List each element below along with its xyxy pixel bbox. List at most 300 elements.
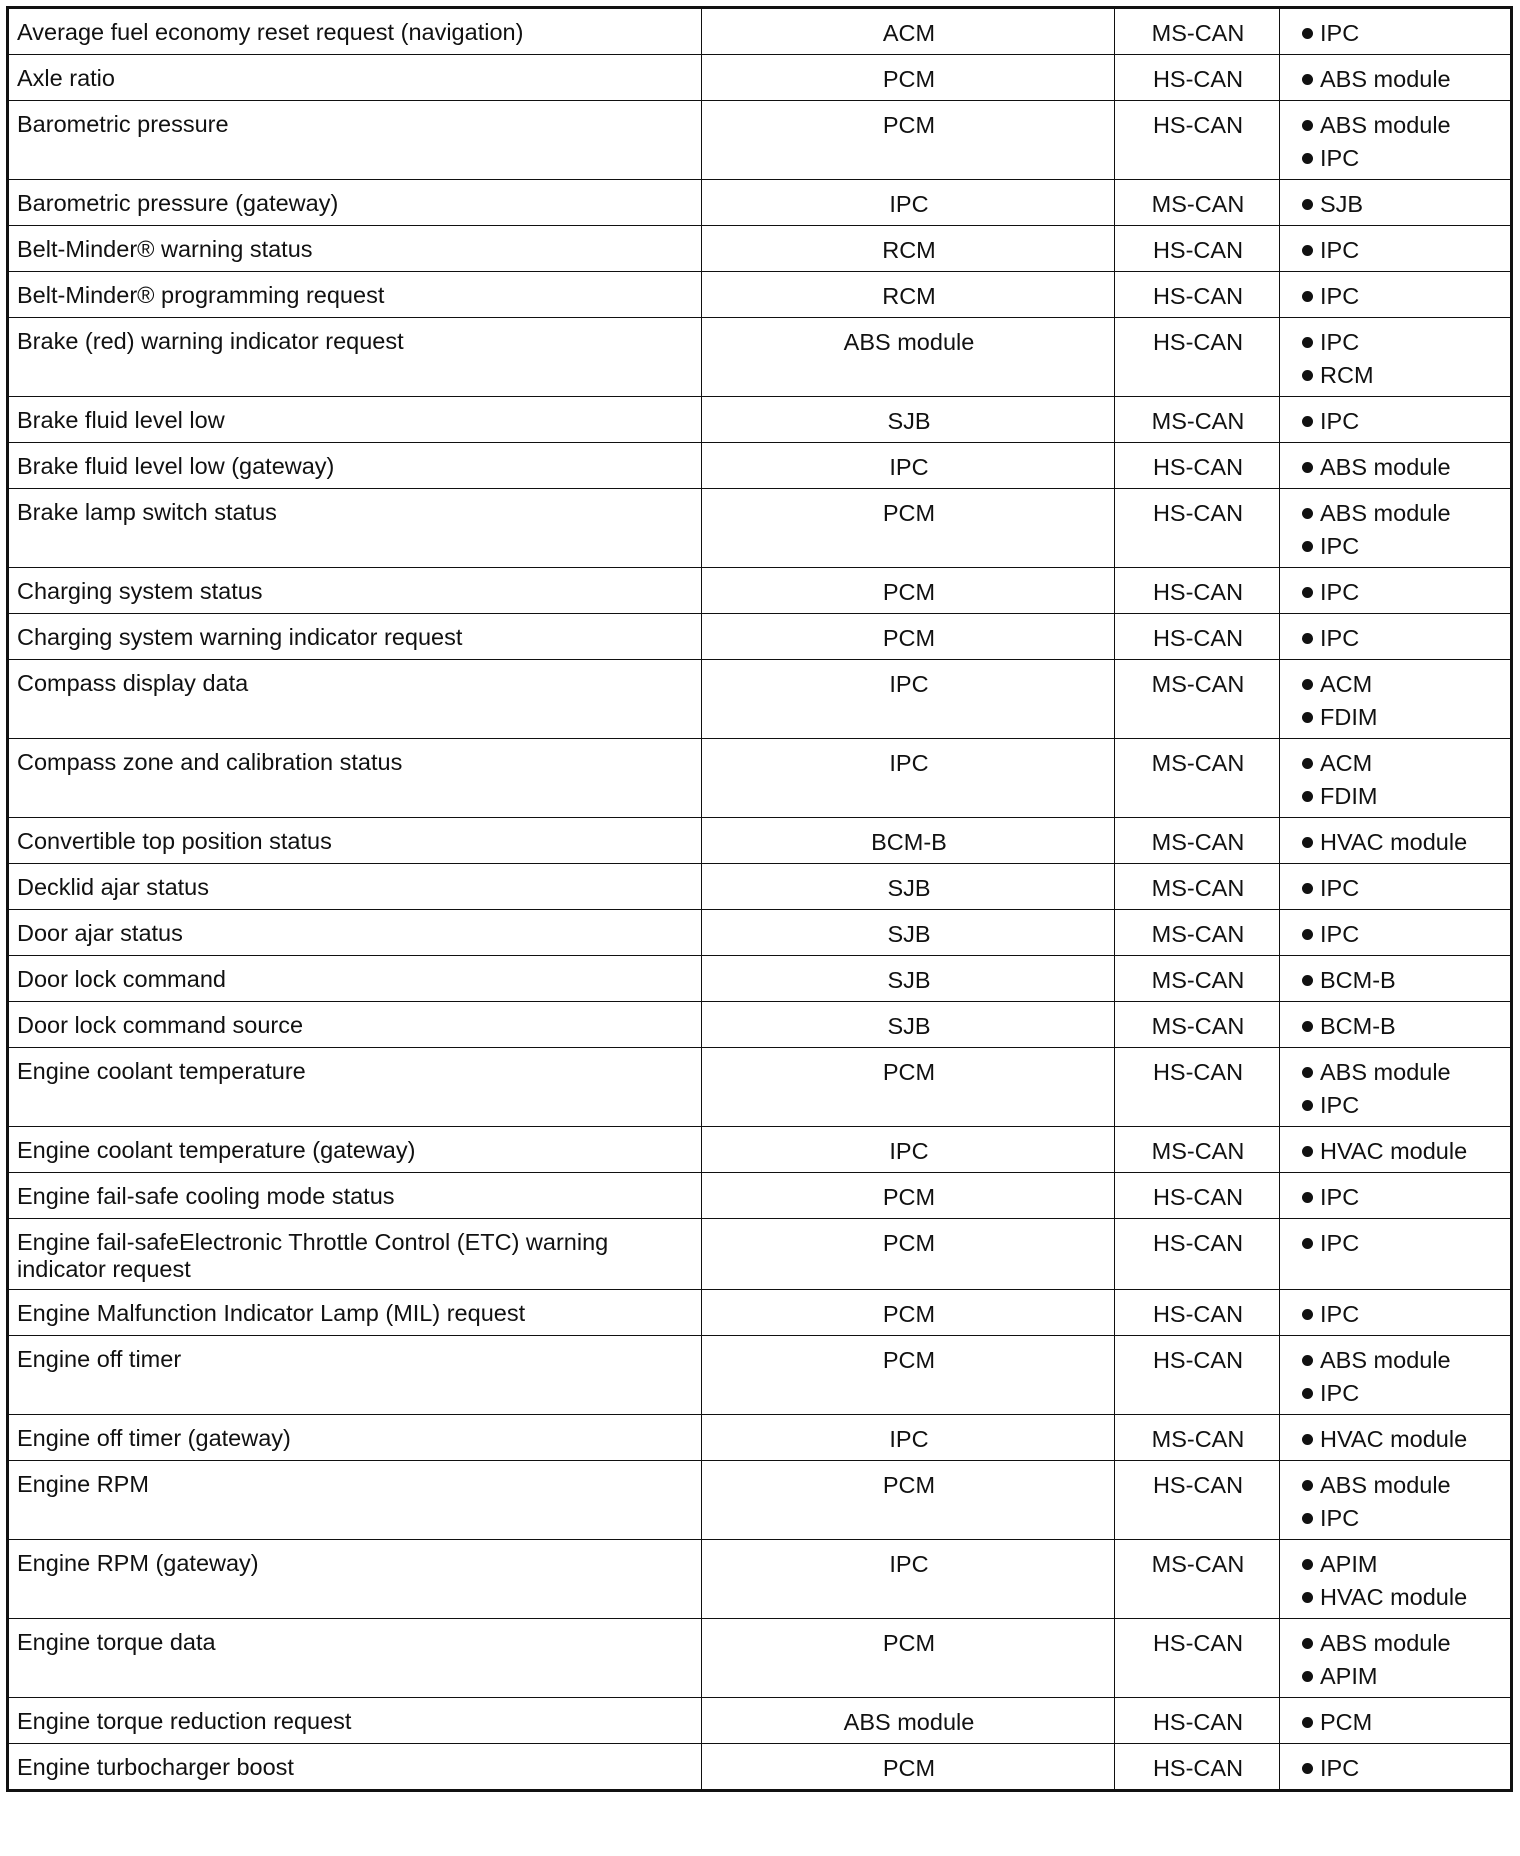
bullet-icon: [1302, 1763, 1313, 1774]
source-module-cell: PCM: [702, 1048, 1115, 1127]
source-module-cell: IPC: [702, 660, 1115, 739]
receiving-modules-cell: [1280, 1698, 1512, 1744]
receiver-label: IPC: [1320, 283, 1360, 309]
network-cell: MS-CAN: [1115, 1127, 1280, 1173]
message-text: Barometric pressure: [17, 111, 229, 137]
list-item: [1288, 1707, 1504, 1737]
message-text: Average fuel economy reset request (navigation): [17, 19, 524, 45]
receiving-modules-list: [1288, 452, 1504, 482]
list-item: [1288, 1470, 1504, 1503]
receiving-modules-list: [1288, 965, 1504, 995]
message-cell: [8, 614, 702, 660]
network-cell: MS-CAN: [1115, 910, 1280, 956]
receiver-label: IPC: [1320, 1380, 1360, 1406]
receiving-modules-cell: [1280, 1048, 1512, 1127]
list-item: [1288, 1228, 1504, 1258]
list-item: [1288, 1090, 1504, 1120]
message-cell: [8, 318, 702, 397]
source-module-cell: PCM: [702, 1619, 1115, 1698]
message-text: Door lock command: [17, 966, 226, 992]
message-cell: [8, 568, 702, 614]
receiving-modules-list: [1288, 873, 1504, 903]
receiver-label: IPC: [1320, 145, 1360, 171]
message-cell: [8, 180, 702, 226]
receiving-modules-list: [1288, 1707, 1504, 1737]
network-cell: HS-CAN: [1115, 568, 1280, 614]
list-item: [1288, 189, 1504, 219]
network-cell: HS-CAN: [1115, 1619, 1280, 1698]
message-text: Engine turbocharger boost: [17, 1754, 294, 1780]
list-item: [1288, 748, 1504, 781]
message-cell: [8, 864, 702, 910]
table-row: [8, 818, 1512, 864]
message-text: Engine RPM (gateway): [17, 1550, 259, 1576]
bullet-icon: [1302, 74, 1313, 85]
bullet-icon: [1302, 1717, 1313, 1728]
list-item: [1288, 1182, 1504, 1212]
receiving-modules-cell: [1280, 272, 1512, 318]
message-text: Engine RPM: [17, 1471, 149, 1497]
list-item: [1288, 406, 1504, 436]
list-item: [1288, 360, 1504, 390]
network-cell: MS-CAN: [1115, 956, 1280, 1002]
table-row: [8, 1415, 1512, 1461]
table-row: [8, 1048, 1512, 1127]
receiving-modules-cell: [1280, 614, 1512, 660]
bullet-icon: [1302, 416, 1313, 427]
message-cell: [8, 1290, 702, 1336]
source-module-cell: SJB: [702, 864, 1115, 910]
source-module-cell: PCM: [702, 1290, 1115, 1336]
network-cell: MS-CAN: [1115, 739, 1280, 818]
bullet-icon: [1302, 929, 1313, 940]
receiver-label: IPC: [1320, 329, 1360, 355]
bullet-icon: [1302, 1192, 1313, 1203]
network-cell: HS-CAN: [1115, 1744, 1280, 1791]
receiving-modules-list: [1288, 623, 1504, 653]
table-row: [8, 1619, 1512, 1698]
network-cell: HS-CAN: [1115, 1290, 1280, 1336]
bullet-icon: [1302, 1480, 1313, 1491]
bullet-icon: [1302, 291, 1313, 302]
message-text: Barometric pressure (gateway): [17, 190, 339, 216]
bullet-icon: [1302, 245, 1313, 256]
receiver-label: SJB: [1320, 191, 1364, 217]
receiver-label: BCM-B: [1320, 1013, 1396, 1039]
network-cell: MS-CAN: [1115, 397, 1280, 443]
bullet-icon: [1302, 1100, 1313, 1111]
source-module-cell: PCM: [702, 101, 1115, 180]
source-module-cell: PCM: [702, 614, 1115, 660]
message-cell: [8, 226, 702, 272]
receiver-label: APIM: [1320, 1551, 1378, 1577]
source-module-cell: SJB: [702, 956, 1115, 1002]
receiver-label: IPC: [1320, 625, 1360, 651]
message-cell: [8, 1698, 702, 1744]
message-text: Engine fail-safe cooling mode status: [17, 1183, 395, 1209]
receiving-modules-list: [1288, 1011, 1504, 1041]
source-module-cell: ABS module: [702, 1698, 1115, 1744]
message-cell: [8, 818, 702, 864]
list-item: [1288, 781, 1504, 811]
receiving-modules-list: [1288, 1549, 1504, 1612]
receiving-modules-cell: [1280, 1336, 1512, 1415]
message-text: Brake (red) warning indicator request: [17, 328, 404, 354]
bullet-icon: [1302, 1592, 1313, 1603]
bullet-icon: [1302, 153, 1313, 164]
source-module-cell: IPC: [702, 443, 1115, 489]
table-row: [8, 614, 1512, 660]
source-module-cell: IPC: [702, 1540, 1115, 1619]
network-cell: HS-CAN: [1115, 318, 1280, 397]
table-row: [8, 956, 1512, 1002]
bullet-icon: [1302, 1146, 1313, 1157]
table-row: [8, 272, 1512, 318]
list-item: [1288, 327, 1504, 360]
list-item: [1288, 1057, 1504, 1090]
message-cell: [8, 1619, 702, 1698]
message-cell: [8, 1461, 702, 1540]
receiver-label: HVAC module: [1320, 1584, 1468, 1610]
receiving-modules-list: [1288, 827, 1504, 857]
receiving-modules-cell: [1280, 1415, 1512, 1461]
list-item: [1288, 1424, 1504, 1454]
list-item: [1288, 1136, 1504, 1166]
network-cell: MS-CAN: [1115, 660, 1280, 739]
source-module-cell: IPC: [702, 1415, 1115, 1461]
bullet-icon: [1302, 837, 1313, 848]
receiver-label: FDIM: [1320, 704, 1378, 730]
receiver-label: ABS module: [1320, 1059, 1451, 1085]
receiver-label: ABS module: [1320, 1347, 1451, 1373]
receiving-modules-cell: [1280, 956, 1512, 1002]
table-row: [8, 1698, 1512, 1744]
source-module-cell: IPC: [702, 180, 1115, 226]
receiver-label: ABS module: [1320, 1630, 1451, 1656]
list-item: [1288, 531, 1504, 561]
network-cell: MS-CAN: [1115, 1415, 1280, 1461]
message-text: Charging system warning indicator request: [17, 624, 463, 650]
message-text: Door ajar status: [17, 920, 183, 946]
receiving-modules-cell: [1280, 1290, 1512, 1336]
message-text: Charging system status: [17, 578, 263, 604]
list-item: [1288, 64, 1504, 94]
list-item: [1288, 919, 1504, 949]
table-row: [8, 180, 1512, 226]
message-text: Compass display data: [17, 670, 249, 696]
receiving-modules-list: [1288, 1182, 1504, 1212]
table-row: [8, 1127, 1512, 1173]
table-row: [8, 1173, 1512, 1219]
receiving-modules-cell: [1280, 1002, 1512, 1048]
list-item: [1288, 623, 1504, 653]
network-cell: HS-CAN: [1115, 272, 1280, 318]
receiver-label: RCM: [1320, 362, 1374, 388]
message-text: Belt-Minder® warning status: [17, 236, 313, 262]
receiving-modules-list: [1288, 1628, 1504, 1691]
receiving-modules-list: [1288, 1753, 1504, 1783]
bullet-icon: [1302, 679, 1313, 690]
table-row: [8, 1290, 1512, 1336]
list-item: [1288, 1299, 1504, 1329]
source-module-cell: PCM: [702, 1336, 1115, 1415]
message-text: Axle ratio: [17, 65, 115, 91]
table-row: [8, 318, 1512, 397]
network-cell: HS-CAN: [1115, 1219, 1280, 1290]
list-item: [1288, 1503, 1504, 1533]
table-row: [8, 1219, 1512, 1290]
message-cell: [8, 1002, 702, 1048]
network-cell: HS-CAN: [1115, 1048, 1280, 1127]
source-module-cell: PCM: [702, 568, 1115, 614]
receiving-modules-list: [1288, 1424, 1504, 1454]
source-module-cell: RCM: [702, 226, 1115, 272]
bullet-icon: [1302, 1638, 1313, 1649]
table-row: [8, 1540, 1512, 1619]
receiving-modules-list: [1288, 748, 1504, 811]
message-cell: [8, 1336, 702, 1415]
receiver-label: IPC: [1320, 1505, 1360, 1531]
list-item: [1288, 1753, 1504, 1783]
receiver-label: ABS module: [1320, 454, 1451, 480]
network-cell: MS-CAN: [1115, 1540, 1280, 1619]
list-item: [1288, 702, 1504, 732]
source-module-cell: PCM: [702, 1173, 1115, 1219]
table-row: [8, 1002, 1512, 1048]
receiver-label: IPC: [1320, 1092, 1360, 1118]
message-text: Brake fluid level low (gateway): [17, 453, 335, 479]
table-row: [8, 568, 1512, 614]
message-cell: [8, 660, 702, 739]
receiving-modules-cell: [1280, 443, 1512, 489]
message-cell: [8, 739, 702, 818]
bullet-icon: [1302, 633, 1313, 644]
network-cell: HS-CAN: [1115, 226, 1280, 272]
table-row: [8, 8, 1512, 55]
receiving-modules-cell: [1280, 8, 1512, 55]
message-cell: [8, 272, 702, 318]
message-text: Brake lamp switch status: [17, 499, 277, 525]
message-cell: [8, 443, 702, 489]
receiver-label: IPC: [1320, 875, 1360, 901]
receiving-modules-cell: [1280, 1744, 1512, 1791]
bullet-icon: [1302, 791, 1313, 802]
bullet-icon: [1302, 758, 1313, 769]
network-cell: MS-CAN: [1115, 864, 1280, 910]
receiving-modules-list: [1288, 498, 1504, 561]
source-module-cell: PCM: [702, 1219, 1115, 1290]
message-text: Engine off timer (gateway): [17, 1425, 291, 1451]
bullet-icon: [1302, 199, 1313, 210]
receiver-label: IPC: [1320, 533, 1360, 559]
bullet-icon: [1302, 1355, 1313, 1366]
source-module-cell: PCM: [702, 1461, 1115, 1540]
receiving-modules-cell: [1280, 397, 1512, 443]
message-text: Engine coolant temperature (gateway): [17, 1137, 416, 1163]
receiver-label: IPC: [1320, 1301, 1360, 1327]
list-item: [1288, 110, 1504, 143]
receiving-modules-cell: [1280, 101, 1512, 180]
source-module-cell: ABS module: [702, 318, 1115, 397]
receiver-label: ABS module: [1320, 112, 1451, 138]
receiver-label: IPC: [1320, 1755, 1360, 1781]
message-cell: [8, 956, 702, 1002]
table-row: [8, 910, 1512, 956]
table-row: [8, 226, 1512, 272]
receiving-modules-list: [1288, 64, 1504, 94]
network-cell: HS-CAN: [1115, 614, 1280, 660]
list-item: [1288, 143, 1504, 173]
receiver-label: ACM: [1320, 671, 1373, 697]
bullet-icon: [1302, 28, 1313, 39]
source-module-cell: PCM: [702, 1744, 1115, 1791]
receiver-label: HVAC module: [1320, 1426, 1468, 1452]
receiving-modules-list: [1288, 1345, 1504, 1408]
source-module-cell: BCM-B: [702, 818, 1115, 864]
message-cell: [8, 101, 702, 180]
message-text: Door lock command source: [17, 1012, 304, 1038]
table-row: [8, 864, 1512, 910]
list-item: [1288, 577, 1504, 607]
bullet-icon: [1302, 1513, 1313, 1524]
receiving-modules-list: [1288, 1299, 1504, 1329]
network-cell: MS-CAN: [1115, 180, 1280, 226]
receiving-modules-list: [1288, 1470, 1504, 1533]
network-cell: HS-CAN: [1115, 443, 1280, 489]
receiver-label: ACM: [1320, 750, 1373, 776]
table-row: [8, 397, 1512, 443]
receiving-modules-cell: [1280, 489, 1512, 568]
message-cell: [8, 1048, 702, 1127]
receiver-label: APIM: [1320, 1663, 1378, 1689]
list-item: [1288, 1661, 1504, 1691]
message-text: Engine off timer: [17, 1346, 182, 1372]
bullet-icon: [1302, 1671, 1313, 1682]
message-cell: [8, 1127, 702, 1173]
receiving-modules-cell: [1280, 739, 1512, 818]
receiving-modules-list: [1288, 18, 1504, 48]
message-cell: [8, 1744, 702, 1791]
network-cell: MS-CAN: [1115, 1002, 1280, 1048]
list-item: [1288, 1011, 1504, 1041]
source-module-cell: PCM: [702, 55, 1115, 101]
receiving-modules-cell: [1280, 1127, 1512, 1173]
network-cell: HS-CAN: [1115, 101, 1280, 180]
table-row: [8, 1336, 1512, 1415]
source-module-cell: RCM: [702, 272, 1115, 318]
bullet-icon: [1302, 1309, 1313, 1320]
receiver-label: ABS module: [1320, 66, 1451, 92]
receiving-modules-cell: [1280, 1540, 1512, 1619]
network-cell: HS-CAN: [1115, 1336, 1280, 1415]
receiving-modules-cell: [1280, 1219, 1512, 1290]
message-cell: [8, 8, 702, 55]
receiver-label: IPC: [1320, 921, 1360, 947]
table-row: [8, 489, 1512, 568]
bullet-icon: [1302, 120, 1313, 131]
source-module-cell: IPC: [702, 739, 1115, 818]
bullet-icon: [1302, 1238, 1313, 1249]
receiving-modules-cell: [1280, 180, 1512, 226]
list-item: [1288, 18, 1504, 48]
network-cell: HS-CAN: [1115, 489, 1280, 568]
receiving-modules-cell: [1280, 660, 1512, 739]
message-text: Engine torque data: [17, 1629, 216, 1655]
message-text: Compass zone and calibration status: [17, 749, 403, 775]
message-text: Brake fluid level low: [17, 407, 225, 433]
receiving-modules-cell: [1280, 910, 1512, 956]
message-cell: [8, 1173, 702, 1219]
receiver-label: HVAC module: [1320, 829, 1468, 855]
message-cell: [8, 55, 702, 101]
receiving-modules-list: [1288, 1136, 1504, 1166]
bullet-icon: [1302, 462, 1313, 473]
source-module-cell: SJB: [702, 1002, 1115, 1048]
list-item: [1288, 452, 1504, 482]
message-cell: [8, 397, 702, 443]
receiving-modules-list: [1288, 669, 1504, 732]
receiving-modules-list: [1288, 327, 1504, 390]
list-item: [1288, 965, 1504, 995]
table-row: [8, 660, 1512, 739]
receiving-modules-cell: [1280, 1461, 1512, 1540]
receiving-modules-cell: [1280, 1619, 1512, 1698]
receiver-label: IPC: [1320, 1184, 1360, 1210]
network-cell: HS-CAN: [1115, 1461, 1280, 1540]
message-cell: [8, 1219, 702, 1290]
receiver-label: ABS module: [1320, 500, 1451, 526]
receiving-modules-cell: [1280, 818, 1512, 864]
message-cell: [8, 1540, 702, 1619]
bullet-icon: [1302, 337, 1313, 348]
receiving-modules-list: [1288, 189, 1504, 219]
list-item: [1288, 235, 1504, 265]
message-text: Belt-Minder® programming request: [17, 282, 385, 308]
message-text: Convertible top position status: [17, 828, 332, 854]
network-cell: HS-CAN: [1115, 1173, 1280, 1219]
table-row: [8, 443, 1512, 489]
receiving-modules-list: [1288, 1228, 1504, 1258]
receiving-modules-list: [1288, 110, 1504, 173]
table-row: [8, 1744, 1512, 1791]
table-row: [8, 101, 1512, 180]
receiver-label: PCM: [1320, 1709, 1373, 1735]
receiving-modules-cell: [1280, 568, 1512, 614]
bullet-icon: [1302, 1067, 1313, 1078]
receiver-label: BCM-B: [1320, 967, 1396, 993]
message-text: Engine Malfunction Indicator Lamp (MIL) request: [17, 1300, 526, 1326]
message-text: Engine torque reduction request: [17, 1708, 352, 1734]
message-text: Engine coolant temperature: [17, 1058, 306, 1084]
receiving-modules-cell: [1280, 1173, 1512, 1219]
list-item: [1288, 827, 1504, 857]
receiving-modules-list: [1288, 235, 1504, 265]
receiver-label: ABS module: [1320, 1472, 1451, 1498]
network-cell: HS-CAN: [1115, 55, 1280, 101]
receiving-modules-list: [1288, 406, 1504, 436]
bullet-icon: [1302, 1559, 1313, 1570]
bullet-icon: [1302, 370, 1313, 381]
message-text: Engine fail-safeElectronic Throttle Control (ETC) warning indicator request: [17, 1229, 609, 1282]
list-item: [1288, 1549, 1504, 1582]
list-item: [1288, 1345, 1504, 1378]
message-text: Decklid ajar status: [17, 874, 209, 900]
receiver-label: IPC: [1320, 579, 1360, 605]
bullet-icon: [1302, 1434, 1313, 1445]
table-row: [8, 1461, 1512, 1540]
receiver-label: IPC: [1320, 408, 1360, 434]
receiving-modules-cell: [1280, 226, 1512, 272]
